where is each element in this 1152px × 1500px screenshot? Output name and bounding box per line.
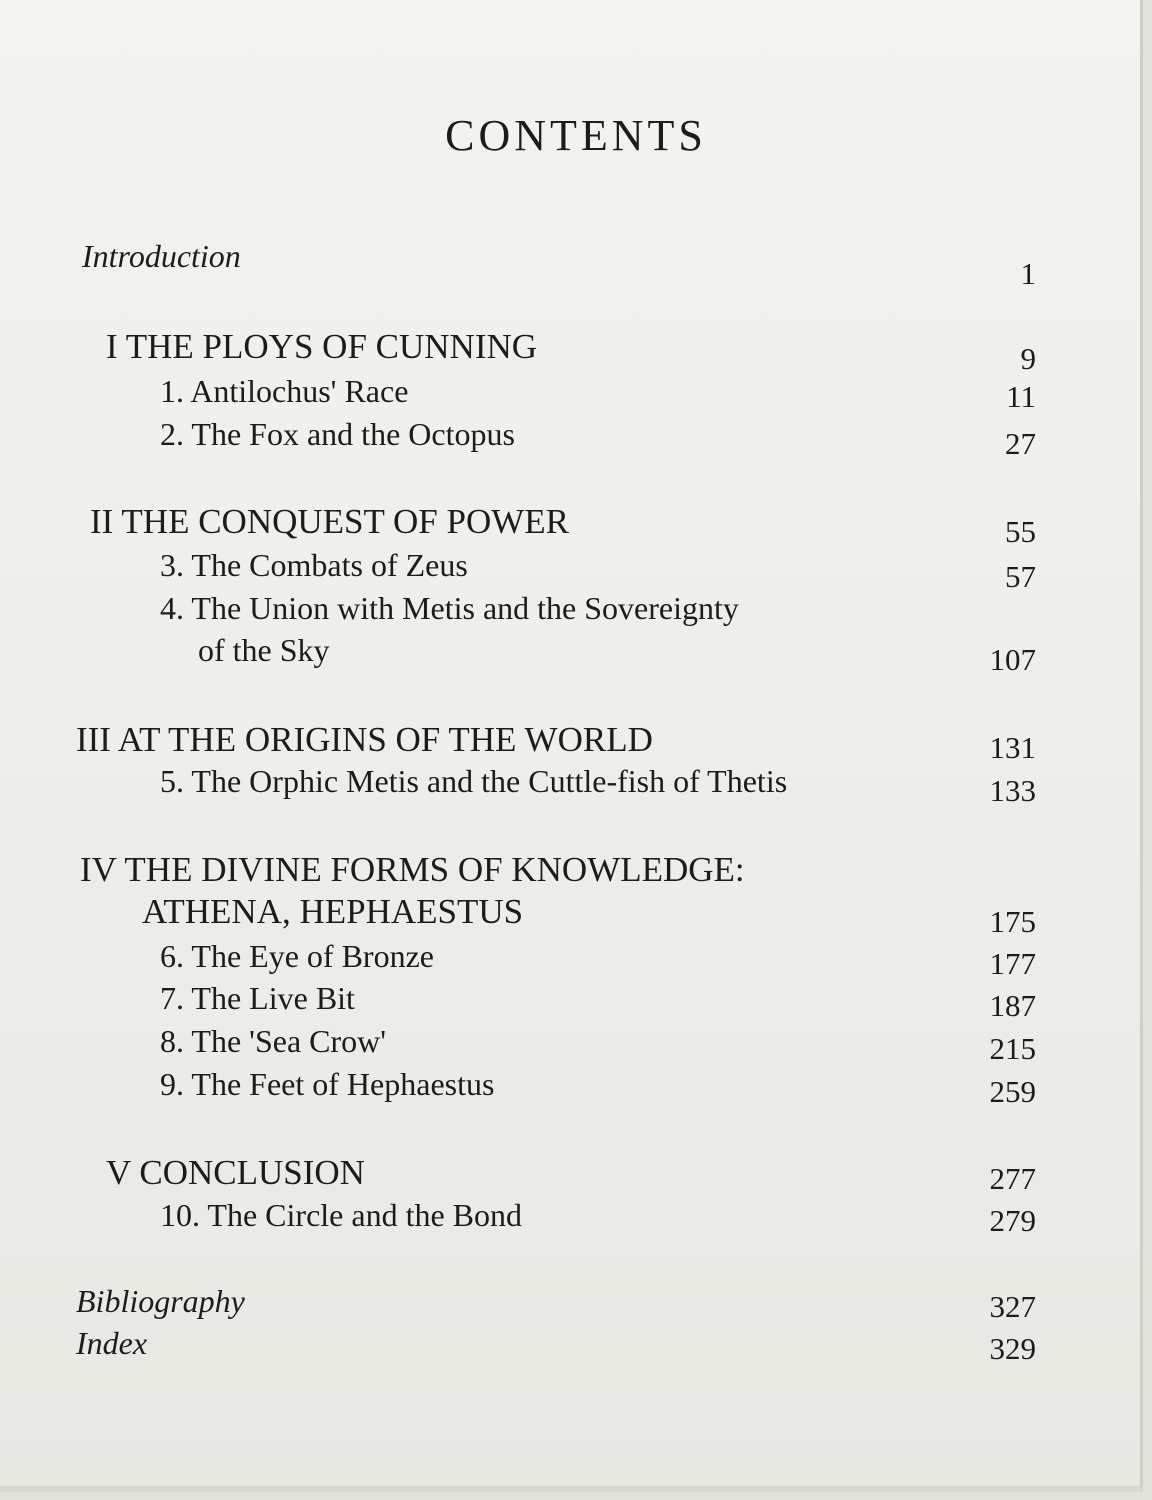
- toc-part-page: 55: [1005, 514, 1036, 549]
- toc-chapter-page: 27: [1005, 426, 1036, 461]
- toc-part-2: [0, 502, 1152, 549]
- toc-chapter-label: 1. Antilochus' Race: [160, 373, 409, 409]
- toc-chapter-page: 177: [989, 946, 1036, 981]
- toc-chapter-5: [0, 763, 1152, 807]
- toc-entry-label: Index: [76, 1325, 148, 1361]
- toc-part-label: II THE CONQUEST OF POWER: [90, 502, 569, 541]
- toc-part-5: [0, 1153, 1152, 1197]
- contents-heading: CONTENTS: [445, 111, 707, 160]
- toc-chapter-label: 3. The Combats of Zeus: [160, 547, 468, 583]
- toc-part-1: [0, 327, 1152, 376]
- toc-chapter-label: 7. The Live Bit: [160, 980, 355, 1016]
- toc-chapter-page: 187: [989, 988, 1036, 1023]
- toc-chapter-page: 133: [989, 773, 1036, 808]
- toc-chapter-page: 215: [989, 1031, 1036, 1066]
- toc-part-4: [0, 850, 1152, 894]
- toc-entry-label: Bibliography: [76, 1283, 245, 1319]
- toc-chapter-3: [0, 547, 1152, 594]
- toc-part-label: V CONCLUSION: [106, 1153, 365, 1192]
- toc-entry-introduction: [0, 238, 1152, 291]
- toc-entry-page: 329: [989, 1331, 1036, 1366]
- toc-chapter-1: [0, 373, 1152, 417]
- toc-chapter-page: 279: [989, 1203, 1036, 1238]
- toc-part-3: [0, 720, 1152, 764]
- toc-chapter-9: [0, 1066, 1152, 1110]
- toc-entry-page: 1: [1020, 256, 1036, 291]
- toc-chapter-label: 10. The Circle and the Bond: [160, 1197, 522, 1233]
- toc-entry-page: 327: [989, 1289, 1036, 1324]
- toc-chapter-label: 8. The 'Sea Crow': [160, 1023, 387, 1059]
- toc-chapter-label: 4. The Union with Metis and the Sovereignty: [160, 590, 739, 626]
- toc-part-4-continued: [0, 892, 1152, 939]
- toc-chapter-10: [0, 1197, 1152, 1241]
- toc-chapter-4: [0, 590, 1152, 634]
- toc-chapter-6: [0, 938, 1152, 982]
- toc-chapter-label: 9. The Feet of Hephaestus: [160, 1066, 495, 1102]
- toc-part-label: IV THE DIVINE FORMS OF KNOWLEDGE:: [80, 850, 745, 889]
- toc-chapter-8: [0, 1023, 1152, 1067]
- toc-part-label-continued: ATHENA, HEPHAESTUS: [142, 892, 524, 931]
- toc-part-page: 175: [989, 904, 1036, 939]
- toc-chapter-page: 57: [1005, 559, 1036, 594]
- toc-entry-index: [0, 1325, 1152, 1369]
- toc-chapter-2: [0, 416, 1152, 460]
- toc-chapter-page: 107: [989, 642, 1036, 677]
- toc-chapter-label: 5. The Orphic Metis and the Cuttle-fish of Thetis: [160, 763, 788, 799]
- toc-chapter-label: 2. The Fox and the Octopus: [160, 416, 515, 452]
- toc-chapter-label: 6. The Eye of Bronze: [160, 938, 434, 974]
- toc-chapter-7: [0, 980, 1152, 1024]
- toc-chapter-page: 11: [1006, 379, 1036, 414]
- toc-entry-label: Introduction: [82, 238, 241, 274]
- toc-part-label: I THE PLOYS OF CUNNING: [106, 327, 538, 366]
- toc-chapter-page: 259: [989, 1074, 1036, 1109]
- toc-chapter-4-continued: [0, 632, 1152, 676]
- toc-entry-bibliography: [0, 1283, 1152, 1327]
- toc-part-page: 9: [1020, 341, 1036, 376]
- toc-chapter-label-continued: of the Sky: [198, 632, 330, 668]
- toc-part-page: 277: [989, 1161, 1036, 1196]
- toc-part-label: III AT THE ORIGINS OF THE WORLD: [76, 720, 653, 759]
- toc-part-page: 131: [989, 730, 1036, 765]
